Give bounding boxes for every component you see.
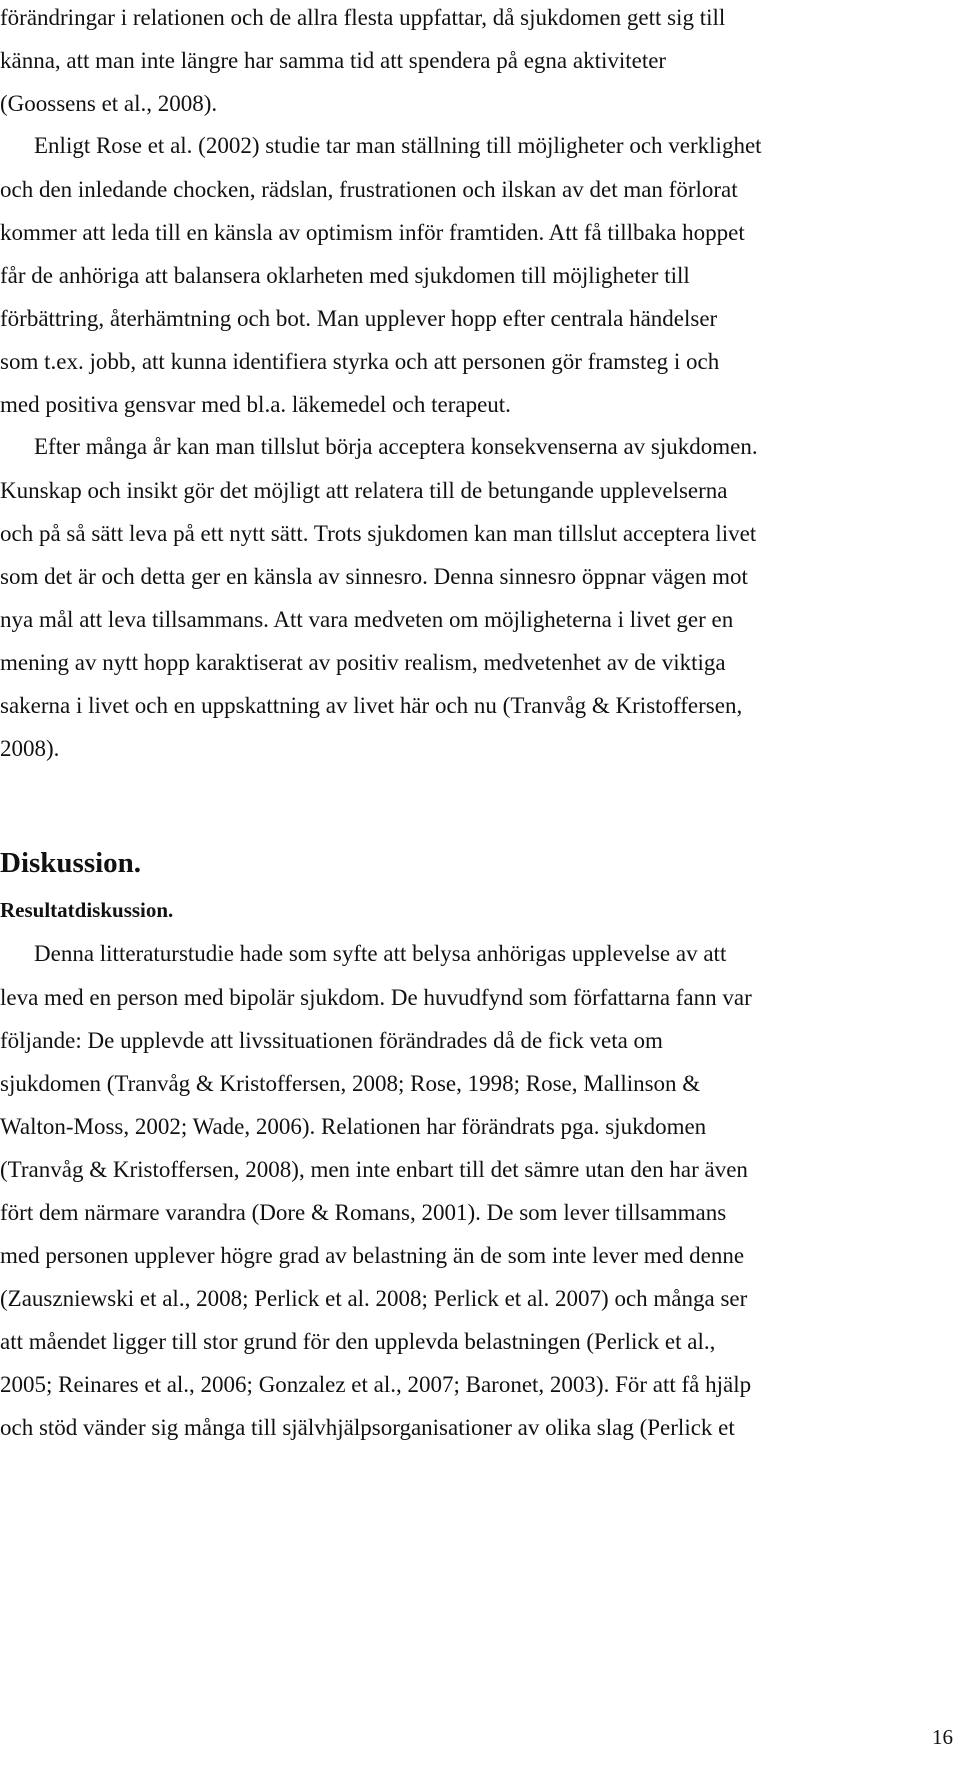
text-line: (Zauszniewski et al., 2008; Perlick et al. 2008; Perlick et al. 2007) och många ser	[0, 1286, 748, 1311]
text-line: (Goossens et al., 2008).	[0, 91, 218, 116]
text-line: fört dem närmare varandra (Dore & Romans, 2001). De som lever tillsammans	[0, 1200, 727, 1225]
text-line: med personen upplever högre grad av belastning än de som inte lever med denne	[0, 1243, 745, 1268]
text-line: att måendet ligger till stor grund för den upplevda belastningen (Perlick et al.,	[0, 1329, 716, 1354]
text-line: sakerna i livet och en uppskattning av livet här och nu (Tranvåg & Kristoffersen,	[0, 693, 743, 718]
text-line: Denna litteraturstudie hade som syfte att belysa anhörigas upplevelse av att	[34, 941, 727, 966]
text-line: och stöd vänder sig många till självhjälpsorganisationer av olika slag (Perlick et	[0, 1415, 735, 1440]
text-line: och på så sätt leva på ett nytt sätt. Trots sjukdomen kan man tillslut acceptera livet	[0, 521, 757, 546]
text-line: får de anhöriga att balansera oklarheten med sjukdomen till möjligheter till	[0, 263, 690, 288]
text-line: som t.ex. jobb, att kunna identifiera styrka och att personen gör framsteg i och	[0, 349, 720, 374]
section-heading: Diskussion.	[0, 847, 142, 879]
text-line: förbättring, återhämtning och bot. Man upplever hopp efter centrala händelser	[0, 306, 718, 331]
text-line: (Tranvåg & Kristoffersen, 2008), men inte enbart till det sämre utan den har även	[0, 1157, 748, 1182]
text-line: som det är och detta ger en känsla av sinnesro. Denna sinnesro öppnar vägen mot	[0, 564, 748, 589]
text-line: kommer att leda till en känsla av optimism inför framtiden. Att få tillbaka hoppet	[0, 220, 745, 245]
text-line: sjukdomen (Tranvåg & Kristoffersen, 2008; Rose, 1998; Rose, Mallinson &	[0, 1071, 701, 1096]
text-line: känna, att man inte längre har samma tid att spendera på egna aktiviteter	[0, 48, 667, 73]
subsection-heading: Resultatdiskussion.	[0, 898, 174, 922]
text-line: mening av nytt hopp karaktiserat av positiv realism, medvetenhet av de viktiga	[0, 650, 726, 675]
text-line: 2005; Reinares et al., 2006; Gonzalez et al., 2007; Baronet, 2003). För att få hjälp	[0, 1372, 752, 1397]
text-line: med positiva gensvar med bl.a. läkemedel och terapeut.	[0, 392, 511, 417]
text-line: Efter många år kan man tillslut börja acceptera konsekvenserna av sjukdomen.	[34, 434, 758, 459]
text-line: Kunskap och insikt gör det möjligt att relatera till de betungande upplevelserna	[0, 478, 728, 503]
text-line: Enligt Rose et al. (2002) studie tar man ställning till möjligheter och verklighet	[34, 133, 762, 158]
text-line: och den inledande chocken, rädslan, frustrationen och ilskan av det man förlorat	[0, 177, 738, 202]
text-line: Walton-Moss, 2002; Wade, 2006). Relationen har förändrats pga. sjukdomen	[0, 1114, 707, 1139]
text-line: leva med en person med bipolär sjukdom. De huvudfynd som författarna fann var	[0, 985, 752, 1010]
text-line: förändringar i relationen och de allra flesta uppfattar, då sjukdomen gett sig till	[0, 5, 726, 30]
page-number: 16	[932, 1725, 953, 1749]
text-line: 2008).	[0, 736, 60, 761]
text-line: följande: De upplevde att livssituationen förändrades då de fick veta om	[0, 1028, 663, 1053]
text-line: nya mål att leva tillsammans. Att vara medveten om möjligheterna i livet ger en	[0, 607, 734, 632]
